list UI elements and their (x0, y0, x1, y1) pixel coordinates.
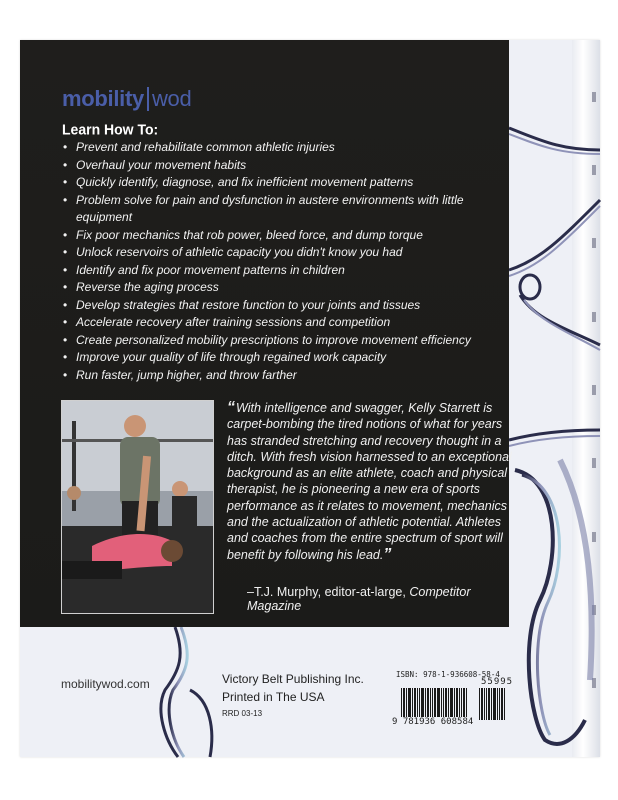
photo-illustration (62, 401, 213, 613)
close-quote-mark: ” (383, 545, 392, 563)
logo-wod: wod (151, 86, 192, 111)
list-item: • Unlock reservoirs of athletic capacity you didn't know you had (62, 244, 502, 262)
list-item: • Quickly identify, diagnose, and fix inefficient movement patterns (62, 174, 502, 192)
learn-how-to-heading: Learn How To: (62, 120, 159, 138)
list-item: • Problem solve for pain and dysfunction in austere environments with little equipment (62, 192, 502, 227)
logo-mobility: mobility (62, 86, 144, 111)
printed-location: Printed in The USA (222, 690, 325, 704)
publisher-name: Victory Belt Publishing Inc. (222, 672, 364, 686)
mobilitywod-logo (62, 86, 191, 112)
list-item: • Develop strategies that restore function to your joints and tissues (62, 297, 502, 315)
attribution-publication: Competitor Magazine (247, 585, 471, 613)
price-bars (479, 688, 506, 720)
list-item: • Overhaul your movement habits (62, 157, 502, 175)
print-code: RRD 03-13 (222, 709, 263, 718)
list-item: • Prevent and rehabilitate common athletic injuries (62, 139, 502, 157)
list-item: • Fix poor mechanics that rob power, bleed force, and dump torque (62, 227, 502, 245)
list-item: • Identify and fix poor movement patterns in children (62, 262, 502, 280)
open-quote-mark: “ (227, 399, 235, 416)
list-item: • Run faster, jump higher, and throw farther (62, 367, 502, 385)
logo-divider (147, 87, 149, 111)
black-content-panel (20, 40, 512, 627)
ean-number: 9 781936 608584 (392, 717, 474, 727)
list-item: • Create personalized mobility prescriptions to improve movement efficiency (62, 332, 502, 350)
isbn-label: ISBN: 978-1-936608-58-4 (396, 670, 500, 679)
testimonial-attribution (247, 585, 509, 613)
website-url: mobilitywod.com (61, 677, 150, 691)
isbn-barcode (391, 668, 514, 728)
training-photo (61, 400, 214, 614)
list-item: • Accelerate recovery after training sessions and competition (62, 314, 502, 332)
testimonial-quote (227, 400, 512, 563)
price-code: 55995 (481, 677, 514, 687)
testimonial-text: With intelligence and swagger, Kelly Starrett is carpet-bombing the tired notions of what for years has stranded stretching and recovery thought in a ditch. With fresh vision harnessed to an exceptional background as an elite athlete, coach and physical therapist, he is pioneering a new era of sports performance as it relates to movement, mechanics and the actualization of athletic potential. Athletes and coaches from the entire spectrum of sport will benefit by following his lead. (227, 401, 512, 562)
list-item: • Reverse the aging process (62, 279, 502, 297)
attribution-author: –T.J. Murphy, editor-at-large, (247, 585, 410, 599)
publisher-info (222, 670, 364, 706)
ean-bars (401, 688, 468, 720)
benefits-list (62, 139, 502, 384)
list-item: • Improve your quality of life through regained work capacity (62, 349, 502, 367)
